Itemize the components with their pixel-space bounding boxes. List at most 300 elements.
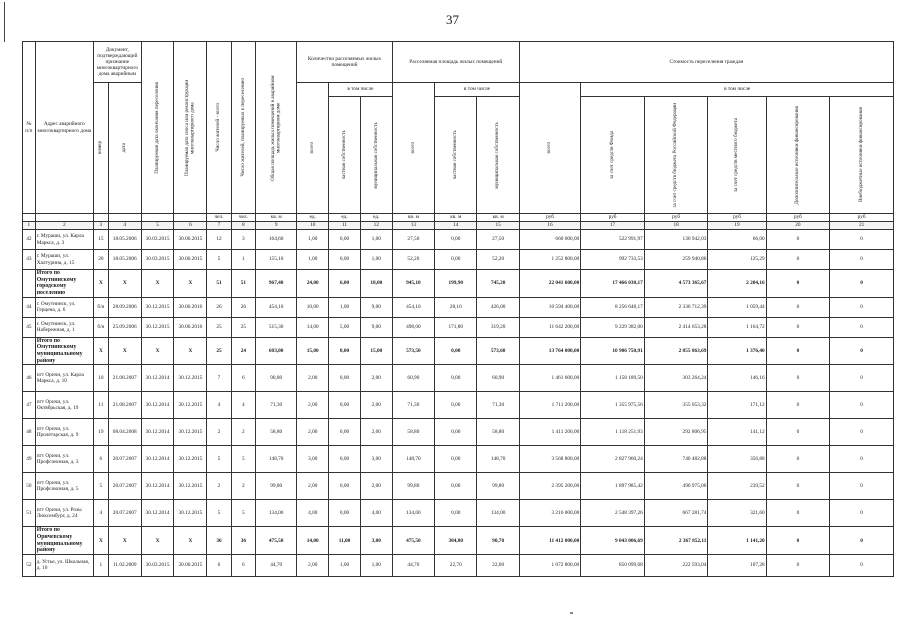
table-cell: 20.07.2007 [108, 473, 141, 500]
table-cell: 11 642 200,00 [519, 317, 580, 337]
unit-cell: кв. м [435, 214, 477, 222]
table-cell: 148,70 [477, 446, 519, 473]
table-row [23, 297, 894, 317]
table-cell: 5 [207, 500, 231, 527]
table-cell: 6 [231, 554, 255, 576]
table-cell: 164,60 [256, 230, 297, 250]
table-cell: 0,00 [329, 250, 361, 270]
table-cell: б/н [93, 317, 108, 337]
table-cell: 1 118 251,93 [581, 419, 645, 446]
table-cell: 9 043 006,69 [581, 527, 645, 555]
table-cell: 30.12.2015 [174, 392, 207, 419]
unit-cell: ед. [329, 214, 361, 222]
unit-cell [35, 214, 93, 222]
table-cell: 66,00 [708, 230, 766, 250]
unit-cell [174, 214, 207, 222]
table-cell: 10,00 [297, 297, 329, 317]
table-cell: 0 [766, 392, 830, 419]
table-cell: 46 [23, 365, 36, 392]
table-cell: 945,10 [392, 270, 434, 298]
address-cell: пгт Оричи, ул. Розы Люксембург, д. 24 [35, 500, 93, 527]
subtotal-label: Итого по Оричевскому муниципальному району [35, 527, 93, 555]
table-cell: 319,20 [477, 317, 519, 337]
table-cell: 522 991,97 [581, 230, 645, 250]
header-address: Адрес аварийного многоквартирного дома [35, 42, 93, 214]
column-number-cell: 19 [708, 222, 766, 230]
unit-cell: кв. м [256, 214, 297, 222]
table-cell: 13 764 000,00 [519, 337, 580, 365]
table-cell: 5 [207, 446, 231, 473]
table-cell: 08.04.2008 [108, 419, 141, 446]
table-cell: 51 [23, 500, 36, 527]
table-cell: 0,00 [329, 473, 361, 500]
column-number-cell: 5 [141, 222, 174, 230]
table-cell: 7 [207, 365, 231, 392]
table-cell: 50 [23, 473, 36, 500]
table-cell: 475,50 [392, 527, 434, 555]
column-number-cell: 11 [329, 222, 361, 230]
table-cell: 454,10 [256, 297, 297, 317]
table-cell: 1 164,72 [708, 317, 766, 337]
header-area-total: Общая площадь жилых помещений в аварийном многоквартирном доме [256, 42, 297, 214]
table-cell: 30.03.2015 [141, 250, 174, 270]
table-cell: 30.06.2016 [174, 297, 207, 317]
table-cell: 15,00 [360, 337, 392, 365]
address-cell: пгт Оричи, ул. Пролетарская, д. 9 [35, 419, 93, 446]
unit-cell: руб [581, 214, 645, 222]
table-cell: 0 [766, 419, 830, 446]
address-cell: г. Мураши, ул. Халтурина, д. 15 [35, 250, 93, 270]
table-cell: 18,00 [360, 270, 392, 298]
table-cell: 2,00 [360, 392, 392, 419]
table-cell: 11.02.2009 [108, 554, 141, 576]
column-number-cell: 10 [297, 222, 329, 230]
table-cell: 9,00 [360, 317, 392, 337]
table-cell: 356,88 [708, 446, 766, 473]
table-cell: 25.09.2006 [108, 317, 141, 337]
table-cell: 58,80 [256, 419, 297, 446]
column-number-cell: 18 [644, 222, 708, 230]
table-cell: 1 [93, 554, 108, 576]
table-cell: 0 [766, 297, 830, 317]
column-number-cell: 2 [35, 222, 93, 230]
address-cell: пгт Оричи, ул. Октябрьская, д. 19 [35, 392, 93, 419]
table-cell: 30.06.2015 [174, 230, 207, 250]
table-cell: 25 [231, 317, 255, 337]
unit-cell: руб [708, 214, 766, 222]
table-cell: 0 [766, 473, 830, 500]
table-cell: 10 906 750,91 [581, 337, 645, 365]
table-cell: 292 806,95 [644, 419, 708, 446]
table-cell: 134,00 [392, 500, 434, 527]
table-cell: 30.12.2014 [141, 500, 174, 527]
table-cell: 171,12 [708, 392, 766, 419]
page-number: 37 [446, 12, 459, 27]
header-planned-demolish: Планируемая дата сноса или реконструкции многоквартирного дома [174, 42, 207, 214]
table-cell: 6 [93, 446, 108, 473]
table-cell: 1 072 800,00 [519, 554, 580, 576]
table-cell: 71,30 [477, 392, 519, 419]
table-cell: 30.12.2014 [141, 392, 174, 419]
table-cell: 44,70 [256, 554, 297, 576]
table-cell: 2,00 [297, 554, 329, 576]
table-cell: 0 [766, 446, 830, 473]
table-cell: 30.12.2014 [141, 446, 174, 473]
table-cell: 1 252 800,00 [519, 250, 580, 270]
table-cell: 19 [93, 419, 108, 446]
table-cell: 303 264,24 [644, 365, 708, 392]
table-cell: 4,00 [297, 500, 329, 527]
table-cell: 4 [231, 392, 255, 419]
table-cell: 11 412 000,00 [519, 527, 580, 555]
unit-cell: руб [830, 214, 894, 222]
table-cell: 0 [830, 365, 894, 392]
table-cell: 1 158 189,50 [581, 365, 645, 392]
table-cell: 4 [207, 392, 231, 419]
table-cell: Х [174, 270, 207, 298]
table-cell: 745,20 [477, 270, 519, 298]
table-cell: 0 [766, 317, 830, 337]
table-cell: 9 229 382,00 [581, 317, 645, 337]
table-cell: 6 [207, 554, 231, 576]
table-cell: 148,70 [392, 446, 434, 473]
table-cell: 2 855 863,69 [644, 337, 708, 365]
table-cell: 660 000,00 [519, 230, 580, 250]
unit-cell: чел. [207, 214, 231, 222]
column-number-cell: 9 [256, 222, 297, 230]
table-cell: 573,50 [392, 337, 434, 365]
table-cell: 20.07.2007 [108, 446, 141, 473]
table-cell: Х [93, 270, 108, 298]
subtotal-row [23, 527, 894, 555]
table-cell: 515,30 [256, 317, 297, 337]
table-cell: 5 [93, 473, 108, 500]
table-cell: 0,00 [329, 230, 361, 250]
table-cell: 2 [231, 419, 255, 446]
table-cell: 475,50 [256, 527, 297, 555]
table-cell: 90,70 [477, 527, 519, 555]
table-cell: 14,00 [297, 527, 329, 555]
table-cell: 4 [93, 500, 108, 527]
header-residents-total: Число жителей - всего [207, 42, 231, 214]
table-cell: 141,12 [708, 419, 766, 446]
table-cell: 0,00 [435, 365, 477, 392]
subtotal-row [23, 270, 894, 298]
table-cell: 30.12.2015 [174, 446, 207, 473]
table-cell: 90,80 [256, 365, 297, 392]
header-rooms-muni: муниципальная собственность [360, 96, 392, 213]
table-cell: 0 [830, 419, 894, 446]
table-cell: 1,00 [360, 554, 392, 576]
unit-cell: чел. [231, 214, 255, 222]
table-cell: 0,00 [435, 419, 477, 446]
table-cell: 27,50 [477, 230, 519, 250]
header-planned-resettle: Планируемая дата окончания переселения [141, 42, 174, 214]
table-cell: Х [108, 337, 141, 365]
table-cell: 0 [766, 500, 830, 527]
table-cell: 0,00 [435, 250, 477, 270]
table-cell: 60,90 [392, 365, 434, 392]
table-cell: 6 [231, 365, 255, 392]
header-area-muni: муниципальная собственность [477, 96, 519, 213]
header-rooms-group: Количество расселяемых жилых помещений [297, 42, 392, 83]
table-cell: 1 059,44 [708, 297, 766, 317]
table-cell: 0 [766, 337, 830, 365]
table-cell [23, 527, 36, 555]
table-cell: 2 548 397,26 [581, 500, 645, 527]
table-cell: Х [93, 527, 108, 555]
address-cell: пгт Оричи, ул. Профсоюзная, д. 5 [35, 473, 93, 500]
table-cell: 36 [207, 527, 231, 555]
header-rooms-private: частная собственность [329, 96, 361, 213]
table-cell: 3,00 [297, 446, 329, 473]
column-number-cell: 16 [519, 222, 580, 230]
table-cell: 14,00 [297, 317, 329, 337]
table-cell: б/н [93, 297, 108, 317]
table-cell: 6,00 [329, 270, 361, 298]
table-cell: 1 141,20 [708, 527, 766, 555]
scan-speck [570, 612, 573, 614]
unit-cell: кв. м [477, 214, 519, 222]
subtotal-row [23, 337, 894, 365]
column-number-cell: 14 [435, 222, 477, 230]
table-cell: 27,50 [392, 230, 434, 250]
table-cell: 4 573 365,67 [644, 270, 708, 298]
table-cell: 155,10 [256, 250, 297, 270]
unit-cell: кв. м [392, 214, 434, 222]
table-cell: 355 053,32 [644, 392, 708, 419]
table-cell: 2 336 712,39 [644, 297, 708, 317]
table-cell: 11 [93, 392, 108, 419]
table-cell: 99,80 [392, 473, 434, 500]
table-row [23, 446, 894, 473]
table-cell: 42 [23, 230, 36, 250]
header-cost-overbudget: Внебюджетные источники финансирования [830, 96, 894, 213]
table-cell: 11,00 [329, 527, 361, 555]
header-cost-local: за счет средств местного бюджета [708, 96, 766, 213]
subtotal-label: Итого по Омутнинскому муниципальному району [35, 337, 93, 365]
table-cell: 20.07.2007 [108, 500, 141, 527]
table-cell: 15,00 [297, 337, 329, 365]
table-cell: 1,00 [329, 297, 361, 317]
column-number-cell: 12 [360, 222, 392, 230]
table-cell: 2 [231, 473, 255, 500]
table-cell: 0 [830, 297, 894, 317]
table-cell: 667 281,74 [644, 500, 708, 527]
table-row [23, 392, 894, 419]
column-number-cell: 15 [477, 222, 519, 230]
table-cell: 51 [207, 270, 231, 298]
header-rooms-total: всего [297, 83, 329, 214]
table-cell: Х [174, 337, 207, 365]
table-cell: 0 [766, 250, 830, 270]
table-cell: 30.03.2015 [141, 554, 174, 576]
table-cell: 1,00 [297, 250, 329, 270]
column-number-cell: 3 [93, 222, 108, 230]
table-row [23, 365, 894, 392]
table-cell: 2 367 852,11 [644, 527, 708, 555]
table-cell: Х [141, 337, 174, 365]
table-cell: 2,00 [297, 419, 329, 446]
table-cell: 740 482,88 [644, 446, 708, 473]
table-cell: 4,00 [360, 500, 392, 527]
table-cell: 30.12.2014 [141, 419, 174, 446]
table-cell: 0 [830, 337, 894, 365]
table-cell: 15 [93, 230, 108, 250]
table-cell: 2 395 200,00 [519, 473, 580, 500]
header-area-private: частная собственность [435, 96, 477, 213]
table-cell: 0 [766, 554, 830, 576]
table-cell: 17 466 030,17 [581, 270, 645, 298]
table-cell: 2,00 [360, 419, 392, 446]
table-cell: 0,00 [329, 500, 361, 527]
subtotal-label: Итого по Омутнинскому городскому поселению [35, 270, 93, 298]
table-cell: 30.06.2015 [174, 554, 207, 576]
table-cell: 107,28 [708, 554, 766, 576]
table-cell: 1 461 600,00 [519, 365, 580, 392]
table-cell: 2,00 [297, 473, 329, 500]
table-cell: 146,16 [708, 365, 766, 392]
table-cell: 603,00 [256, 337, 297, 365]
table-cell: 8 256 648,17 [581, 297, 645, 317]
table-cell: 426,00 [477, 297, 519, 317]
table-cell: 0 [830, 527, 894, 555]
table-cell: 222 593,04 [644, 554, 708, 576]
table-cell: 454,10 [392, 297, 434, 317]
units-row [23, 214, 894, 222]
table-cell: 30.12.2014 [141, 473, 174, 500]
table-cell: 0 [830, 250, 894, 270]
column-number-cell: 8 [231, 222, 255, 230]
table-cell: 0,00 [329, 419, 361, 446]
table-cell: 496 975,06 [644, 473, 708, 500]
table-cell: 171,80 [435, 317, 477, 337]
table-cell: 58,80 [477, 419, 519, 446]
header-cost-incl: в том числе [581, 83, 894, 97]
table-cell: 1,00 [360, 230, 392, 250]
table-cell: 44,70 [392, 554, 434, 576]
table-cell: 0 [766, 365, 830, 392]
table-cell: 1,00 [360, 250, 392, 270]
table-cell: 125,29 [708, 250, 766, 270]
table-cell: 0 [830, 554, 894, 576]
table-cell: 30.12.2015 [174, 473, 207, 500]
address-cell: г. Омутнинск, ул. Набережная, д. 1 [35, 317, 93, 337]
table-cell: 60,90 [477, 365, 519, 392]
column-numbers-row [23, 222, 894, 230]
column-number-cell: 6 [174, 222, 207, 230]
table-cell: 5 [207, 250, 231, 270]
table-cell: 1 711 200,00 [519, 392, 580, 419]
table-cell: 0,00 [329, 392, 361, 419]
table-cell: 0 [766, 270, 830, 298]
table-row [23, 500, 894, 527]
header-area-incl: в том числе [435, 83, 520, 97]
table-row [23, 317, 894, 337]
unit-cell: руб [519, 214, 580, 222]
unit-cell: ед. [297, 214, 329, 222]
header-cost-total: всего [519, 83, 580, 214]
table-cell: 99,80 [477, 473, 519, 500]
table-cell: 1 376,40 [708, 337, 766, 365]
header-document: Документ, подтверждающий признание многоквартирного дома аварийным [93, 42, 141, 83]
table-cell: 18.05.2006 [108, 230, 141, 250]
table-cell: 58,80 [392, 419, 434, 446]
header-residents-resettle: Число жителей, планируемых к переселению [231, 42, 255, 214]
table-cell: 26 [231, 297, 255, 317]
table-cell: 5 [231, 500, 255, 527]
table-cell: 0,00 [435, 473, 477, 500]
table-cell: 1,00 [297, 230, 329, 250]
table-cell: 0,00 [435, 500, 477, 527]
table-cell: 28.09.2006 [108, 297, 141, 317]
table-cell: 1 [231, 250, 255, 270]
header-area-group: Расселяемая площадь жилых помещений [392, 42, 519, 83]
table-cell: 12 [207, 230, 231, 250]
unit-cell: руб [766, 214, 830, 222]
table-cell: 30.12.2015 [174, 500, 207, 527]
table-cell: 0 [830, 230, 894, 250]
table-row [23, 419, 894, 446]
table-cell: 45 [23, 317, 36, 337]
table-cell: 0 [830, 500, 894, 527]
table-cell: 30.06.2015 [174, 250, 207, 270]
header-rooms-incl: в том числе [329, 83, 393, 97]
table-cell: 99,80 [256, 473, 297, 500]
table-cell: 9,00 [360, 297, 392, 317]
table-cell: 5,00 [329, 317, 361, 337]
table-cell: 2,00 [297, 365, 329, 392]
column-number-cell: 7 [207, 222, 231, 230]
table-row [23, 554, 894, 576]
table-cell: 136 942,03 [644, 230, 708, 250]
table-cell: 52 [23, 554, 36, 576]
table-cell: Х [93, 337, 108, 365]
table-cell: 3 216 000,00 [519, 500, 580, 527]
table-cell: 384,80 [435, 527, 477, 555]
table-cell: 1 411 200,00 [519, 419, 580, 446]
table-cell: 22,70 [435, 554, 477, 576]
table-cell: Х [108, 270, 141, 298]
table-cell [23, 337, 36, 365]
unit-cell [108, 214, 141, 222]
header-cost-extra: Дополнительные источники финансирования [766, 96, 830, 213]
table-cell: 30.03.2015 [141, 230, 174, 250]
table-cell: 52,20 [477, 250, 519, 270]
table-cell: 30.12.2015 [174, 365, 207, 392]
table-cell: 2 414 653,28 [644, 317, 708, 337]
address-cell: пгт Оричи, ул. Профсоюзная, д. 3 [35, 446, 93, 473]
table-cell: 25 [207, 317, 231, 337]
table-cell: 21.08.2007 [108, 392, 141, 419]
table-cell: 21.08.2007 [108, 365, 141, 392]
table-cell: 0 [830, 392, 894, 419]
table-cell: 0,00 [329, 337, 361, 365]
table-cell: 30.12.2015 [141, 317, 174, 337]
table-header [23, 42, 894, 214]
address-cell: д. Устье, ул. Школьная, д. 10 [35, 554, 93, 576]
table-cell: 0 [766, 230, 830, 250]
table-cell: Х [141, 270, 174, 298]
table-row [23, 473, 894, 500]
header-doc-number: номер [93, 83, 108, 214]
table-cell: 36 [231, 527, 255, 555]
table-cell: 20 [93, 250, 108, 270]
table-cell: 49 [23, 446, 36, 473]
table-cell: 0 [766, 527, 830, 555]
table-cell: 2 204,16 [708, 270, 766, 298]
resettlement-register-table [22, 41, 894, 577]
